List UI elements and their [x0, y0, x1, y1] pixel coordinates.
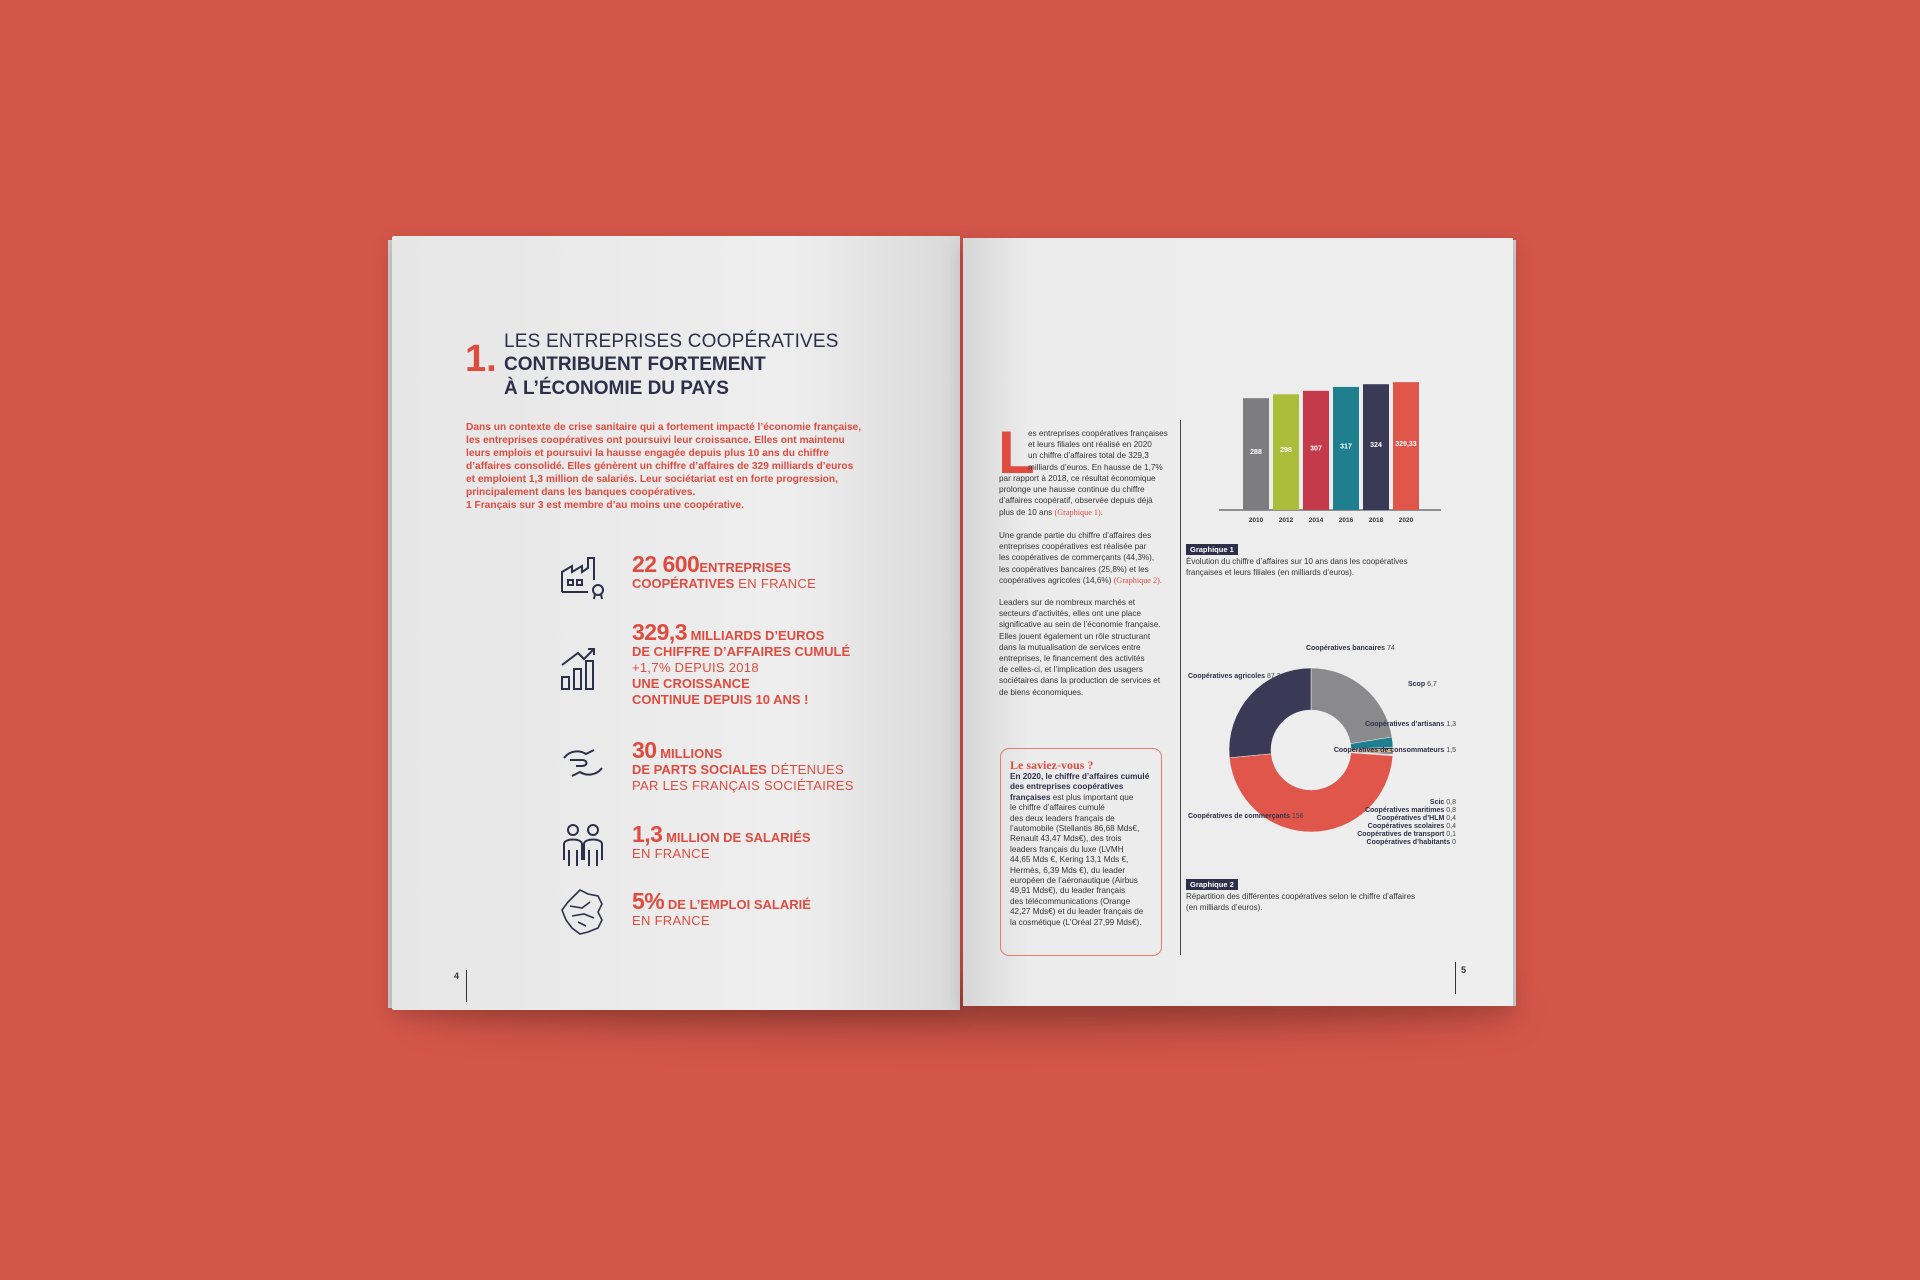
text-line: les coopératives de commerçants (44,3%),: [999, 553, 1155, 563]
stat-label: MILLIARDS D’EUROS: [687, 628, 825, 643]
box-line: Renault 43,47 Mds€), des trois: [1010, 834, 1122, 844]
text-line: Elles jouent également un rôle structurant: [999, 631, 1151, 641]
chapter-title-line1: LES ENTREPRISES COOPÉRATIVES: [504, 331, 839, 352]
donut-chart: [1186, 640, 1476, 860]
box-line: la cosmétique (L’Oréal 27,99 Mds€).: [1010, 917, 1142, 927]
text-line: prolonge une hausse continue du chiffre: [999, 485, 1145, 495]
text-line: Leaders sur de nombreux marchés et: [999, 598, 1136, 607]
stat-label: MILLION DE SALARIÉS: [662, 830, 811, 845]
stat-label: PAR LES FRANÇAIS SOCIÉTAIRES: [632, 778, 854, 793]
stat-value: 1,3: [632, 821, 663, 847]
stat-label: EN FRANCE: [632, 846, 710, 861]
donut-label: Coopératives agricoles 87,3: [1188, 673, 1281, 680]
text-line: dans la mutualisation de services entre: [999, 642, 1141, 652]
text-line: et leurs filiales ont réalisé en 2020: [1028, 440, 1152, 450]
caption-line: (en milliards d’euros).: [1186, 903, 1263, 912]
intro-line: Dans un contexte de crise sanitaire qui a fortement impacté l’économie française,: [466, 422, 862, 433]
paragraph-2: [999, 530, 1179, 586]
figure-2-tag: Graphique 2: [1186, 879, 1238, 890]
donut-label: Scop 6,7: [1408, 681, 1437, 688]
stat-label: MILLIONS: [656, 746, 723, 761]
text-line: secteurs d’activités, elles ont une place: [999, 609, 1141, 619]
page-rule-right: [1455, 962, 1456, 994]
stat-enterprises: [632, 551, 817, 592]
stat-label: DE CHIFFRE D’AFFAIRES CUMULÉ: [632, 644, 851, 659]
column-rule: [1180, 420, 1181, 955]
box-line: européen de l’aéronautique (Airbus: [1010, 876, 1138, 886]
box-line: Hermès, 6,39 Mds €), du leader: [1010, 865, 1126, 875]
chapter-title-line2: CONTRIBUENT FORTEMENT: [504, 354, 766, 375]
donut-label: Coopératives de consommateurs 1,5: [1333, 747, 1456, 754]
box-line: leaders français du luxe (LVMH: [1010, 844, 1124, 854]
stat-value: 22 600: [632, 551, 700, 577]
paragraph-1: [1028, 428, 1180, 473]
employees-icon: [558, 820, 608, 870]
bar-category-label: 2010: [1248, 517, 1264, 524]
text-line: es entreprises coopératives françaises: [1028, 429, 1168, 438]
text-line: entreprises coopératives est réalisée par: [999, 542, 1147, 552]
intro-line: les entreprises coopératives ont poursuivi leur croissance. Elles ont maintenu: [466, 435, 845, 446]
figure-reference: (Graphique 2).: [1113, 575, 1162, 585]
donut-label: Coopératives bancaires 74: [1306, 645, 1395, 652]
did-you-know-title: Le saviez-vous ?: [1010, 758, 1094, 772]
text-line: coopératives agricoles (14,6%): [999, 575, 1112, 585]
bar-value-label: 329,33: [1395, 441, 1417, 449]
text-line: un chiffre d’affaires total de 329,3: [1028, 451, 1149, 461]
box-line: est plus important que: [1050, 792, 1134, 802]
text-line: sociétaires dans la production de services et: [999, 676, 1161, 686]
stat-value: 329,3: [632, 619, 688, 645]
bar-value-label: 324: [1370, 442, 1382, 450]
bar-value-label: 298: [1280, 447, 1292, 455]
caption-line: françaises et leurs filiales (en milliards d’euros).: [1186, 568, 1355, 577]
donut-label: Scic 0,8: [1429, 799, 1456, 806]
figure-1-tag: Graphique 1: [1186, 544, 1238, 555]
bar-chart: [1215, 370, 1445, 530]
text-line: de biens économiques.: [999, 687, 1084, 697]
text-line: d’affaires coopératif, observée depuis déjà: [999, 496, 1153, 506]
box-bold-line: des entreprises coopératives: [1010, 782, 1124, 792]
intro-line: principalement dans les banques coopératives.: [466, 487, 696, 498]
text-line: les coopératives bancaires (25,8%) et les: [999, 564, 1149, 574]
donut-label: Coopératives de transport 0,1: [1357, 831, 1456, 838]
donut-label: Coopératives d’HLM 0,4: [1376, 815, 1456, 822]
text-line: entreprises, le financement des activités: [999, 654, 1145, 664]
stat-label: COOPÉRATIVES: [632, 576, 735, 591]
stat-shares: [632, 737, 854, 794]
stat-value: 5%: [632, 888, 665, 914]
intro-line: 1 Français sur 3 est membre d’au moins une coopérative.: [466, 500, 744, 511]
text-line: significative au sein de l’économie française.: [999, 620, 1161, 630]
figure-2-caption: [1186, 891, 1415, 913]
stat-label: DÉTENUES: [766, 762, 844, 777]
stat-label: EN FRANCE: [734, 576, 817, 591]
box-line: le chiffre d’affaires cumulé: [1010, 803, 1105, 813]
box-line: l’automobile (Stellantis 86,68 Mds€,: [1010, 824, 1140, 834]
box-line: des deux leaders français de: [1010, 813, 1115, 823]
intro-line: leurs emplois et poursuivi la hausse engagée depuis plus 10 ans du chiffre: [466, 448, 829, 459]
text-line: plus de 10 ans: [999, 507, 1053, 517]
paragraph-1-cont: [999, 473, 1179, 518]
intro-line: d’affaires consolidé. Elles génèrent un chiffre d’affaires de 329 milliards d’euros: [466, 461, 854, 472]
stat-label: DE PARTS SOCIALES: [632, 762, 767, 777]
bar-category-label: 2018: [1368, 517, 1384, 524]
intro-line: et emploient 1,3 million de salariés. Leur sociétariat est en forte progression,: [466, 474, 838, 485]
factory-icon: [558, 550, 608, 600]
figure-reference: (Graphique 1).: [1054, 507, 1103, 517]
text-line: milliards d’euros. En hausse de 1,7%: [1028, 462, 1163, 472]
donut-label: Coopératives d’habitants 0: [1366, 839, 1456, 846]
stat-label: EN FRANCE: [632, 913, 710, 928]
page-rule-left: [466, 970, 467, 1002]
box-bold-line: françaises: [1010, 792, 1051, 802]
box-line: des télécommunications (Orange: [1010, 896, 1131, 906]
donut-label: Coopératives scolaires 0,4: [1367, 823, 1456, 830]
text-line: Une grande partie du chiffre d’affaires des: [999, 531, 1152, 540]
bar-category-label: 2016: [1338, 517, 1354, 524]
stat-value: 30: [632, 737, 657, 763]
bar-value-label: 317: [1340, 443, 1352, 451]
chapter-title-line3: À L’ÉCONOMIE DU PAYS: [504, 378, 729, 399]
donut-label: Coopératives de commerçants 156: [1188, 813, 1304, 820]
stat-label: CONTINUE DEPUIS 10 ANS !: [632, 692, 809, 707]
did-you-know-text: [1010, 772, 1160, 928]
text-line: de celles-ci, et l’implication des usagers: [999, 665, 1143, 675]
page-number-left: 4: [454, 971, 460, 981]
growth-chart-icon: [558, 643, 608, 693]
chapter-number: 1.: [465, 338, 497, 380]
donut-label: Coopératives maritimes 0,8: [1364, 807, 1456, 814]
bar-value-label: 288: [1250, 449, 1262, 457]
paragraph-3: [999, 597, 1179, 698]
intro-paragraph: [466, 421, 891, 512]
bar-category-label: 2014: [1308, 517, 1324, 524]
france-map-icon: [558, 888, 608, 938]
box-bold-line: En 2020, le chiffre d’affaires cumulé: [1010, 772, 1150, 781]
stat-revenue: [632, 619, 851, 708]
figure-1-caption: [1186, 556, 1408, 578]
stat-employment-share: [632, 888, 811, 929]
bar-category-label: 2020: [1398, 517, 1414, 524]
caption-line: Évolution du chiffre d’affaires sur 10 ans dans les coopératives: [1186, 557, 1408, 566]
box-line: 42,27 Mds€) et du leader français de: [1010, 907, 1144, 917]
box-line: 44,65 Mds €, Kering 13,1 Mds €,: [1010, 855, 1129, 865]
box-line: 49,91 Mds€), du leader français: [1010, 886, 1126, 896]
stat-label: +1,7% DEPUIS 2018: [632, 660, 759, 675]
bar-category-label: 2012: [1278, 517, 1294, 524]
hands-exchange-icon: [558, 738, 608, 788]
text-line: par rapport à 2018, ce résultat économique: [999, 474, 1156, 483]
drop-cap: L: [998, 419, 1035, 486]
bar-value-label: 307: [1310, 445, 1322, 453]
stat-label: UNE CROISSANCE: [632, 676, 750, 691]
donut-label: Coopératives d’artisans 1,3: [1364, 721, 1456, 728]
stat-label: DE L’EMPLOI SALARIÉ: [664, 897, 811, 912]
page-number-right: 5: [1461, 965, 1467, 975]
stat-label: ENTREPRISES: [699, 560, 792, 575]
caption-line: Répartition des différentes coopératives selon le chiffre d’affaires: [1186, 892, 1416, 901]
stat-employees: [632, 821, 811, 862]
